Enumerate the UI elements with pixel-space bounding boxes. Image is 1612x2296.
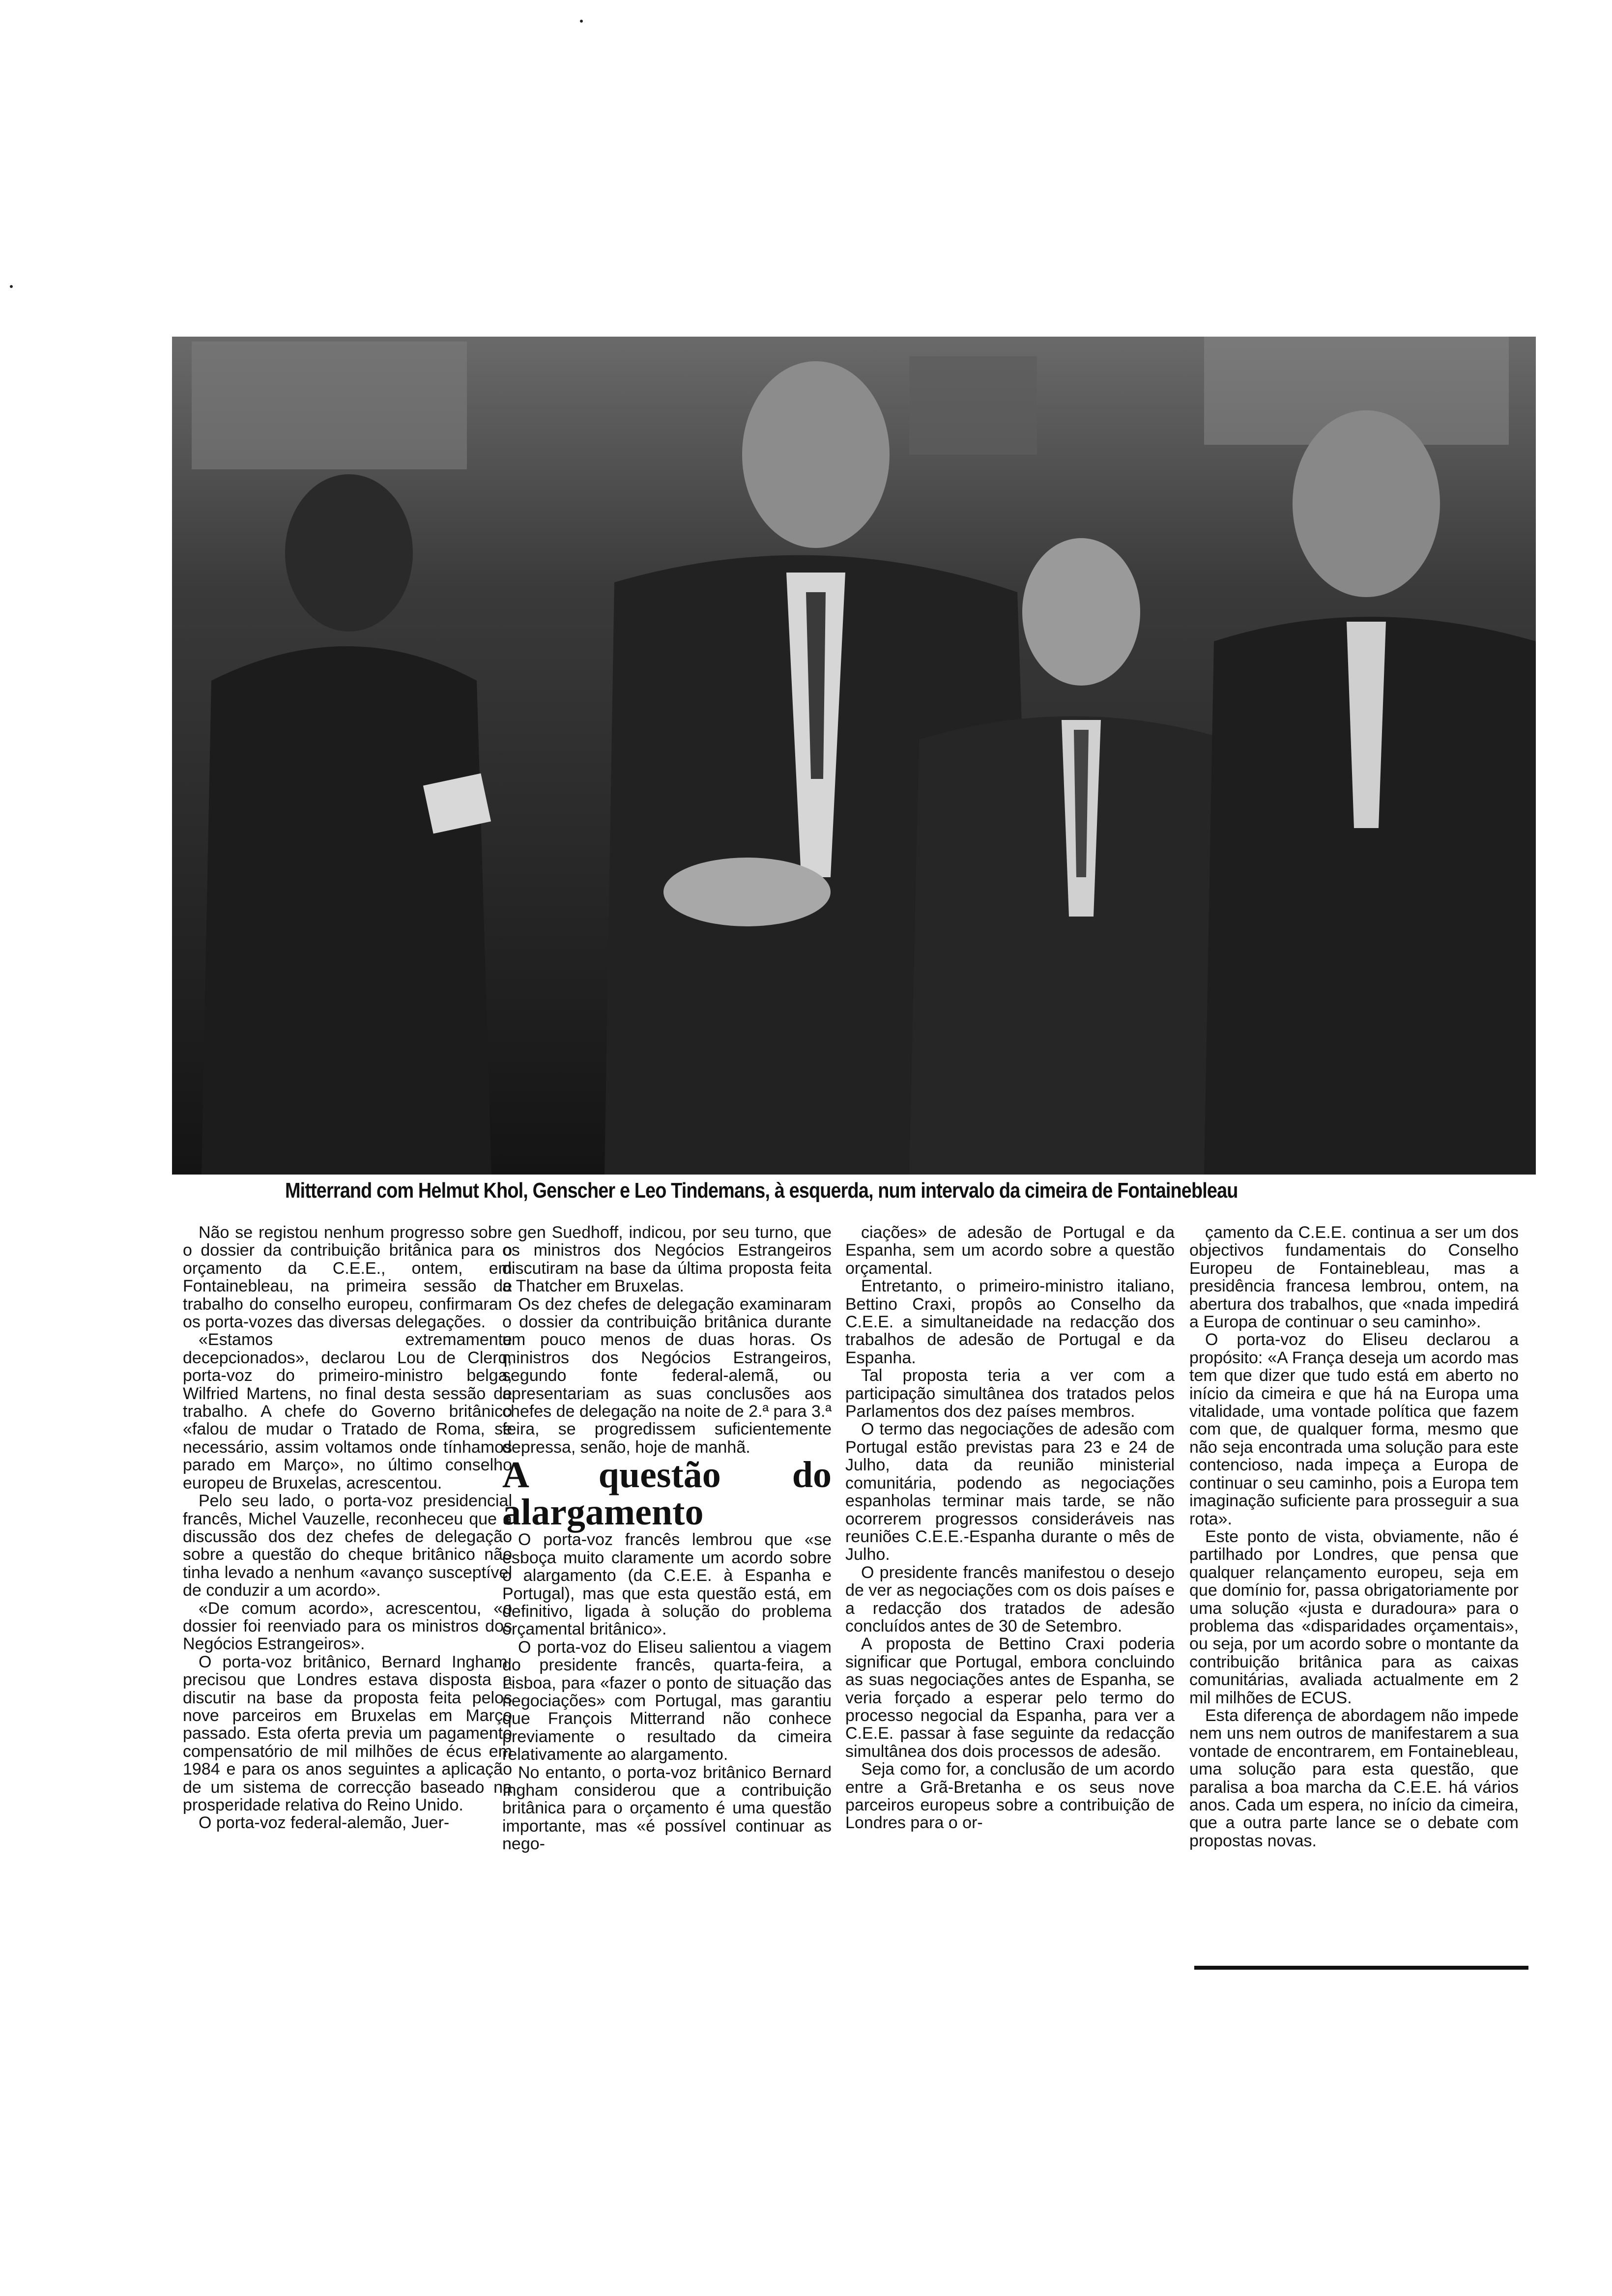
- paragraph: O presidente francês manifestou o desejo de ver as negociações com os dois países e a redacção dos tratados de adesão concluídos antes de 30 de Setembro.: [845, 1563, 1175, 1636]
- paragraph: Entretanto, o primeiro-ministro italiano, Bettino Craxi, propôs ao Conselho da C.E.E. a simultaneidade na redacção dos trabalhos de adesão de Portugal e da Espanha.: [845, 1277, 1175, 1367]
- paragraph: No entanto, o porta-voz britânico Bernard Ingham considerou que a contribuição britânica para o orçamento é uma questão importante, mas «é possível continuar as nego-: [502, 1763, 832, 1854]
- paragraph: O porta-voz federal-alemão, Juer-: [199, 1813, 450, 1833]
- paragraph: Os dez chefes de delegação examinaram o dossier da contribuição britânica durante um pouco menos de duas horas. Os ministros dos Negócios Estrangeiros, segundo fonte federal-alemã, ou apresentariam as suas conclusões aos chefes de delegação na noite de 2.ª para 3.ª feira, se progredissem suficientemente depressa, senão, hoje de manhã.: [502, 1294, 832, 1457]
- paragraph: Não se registou nenhum progresso sobre o dossier da contribuição britânica para o orçamento da C.E.E., ontem, em Fontainebleau, na primeira sessão de trabalho do conselho europeu, confirmaram os porta-vozes das diversas delegações.: [183, 1223, 512, 1332]
- paragraph: Este ponto de vista, obviamente, não é partilhado por Londres, que pensa que qualquer relançamento europeu, seja em que domínio for, passa obrigatoriamente por uma solução «justa e duradoura» para o problema das «disparidades orçamentais», ou seja, por um acordo sobre o montante da contribuição britânica para as caixas comunitárias, avaliada actualmente em 2 mil milhões de ECUS.: [1189, 1527, 1519, 1707]
- paragraph: ciações» de adesão de Portugal e da Espanha, sem um acordo sobre a questão orçamental.: [845, 1223, 1175, 1278]
- scan-speck: [580, 20, 583, 23]
- paragraph: O termo das negociações de adesão com Portugal estão previstas para 23 e 24 de Julho, data da reunião ministerial comunitária, podendo as negociações espanholas terminar mais tarde, se não ocorrerem progressos consideráveis nas reuniões C.E.E.-Espanha durante o mês de Julho.: [845, 1420, 1175, 1564]
- section-subheading: A questão do alargamento: [502, 1454, 832, 1533]
- paragraph: Seja como for, a conclusão de um acordo entre a Grã-Bretanha e os seus nove parceiros europeus sobre a contribuição de Londres para o or-: [845, 1760, 1175, 1833]
- photo-scene: [172, 337, 1536, 1175]
- paragraph: Pelo seu lado, o porta-voz presidencial francês, Michel Vauzelle, reconheceu que a discussão dos dez chefes de delegação sobre a questão do cheque britânico não tinha levado a nenhum «avanço susceptível de conduzir a um acordo».: [183, 1492, 512, 1600]
- paragraph: «Estamos extremamente decepcionados», declarou Lou de Clerq, porta-voz do primeiro-ministro belga, Wilfried Martens, no final desta sessão de trabalho. A chefe do Governo britânico «falou de mudar o Tratado de Roma, se necessário, assim voltamos onde tínhamos parado em Março», no último conselho europeu de Bruxelas, acrescentou.: [183, 1330, 512, 1492]
- scan-speck: [10, 285, 13, 288]
- paragraph: A proposta de Bettino Craxi poderia significar que Portugal, embora concluindo as suas negociações antes de Espanha, se veria forçado a esperar pelo termo do processo negocial da Espanha, para ver a C.E.E. passar à fase seguinte da redacção simultânea dos dois processos de adesão.: [845, 1635, 1175, 1761]
- paragraph: «De comum acordo», acrescentou, «o dossier foi reenviado para os ministros dos Negócios Estrangeiros».: [183, 1599, 512, 1654]
- paragraph: O porta-voz do Eliseu salientou a viagem do presidente francês, quarta-feira, a Lisboa, para «fazer o ponto de situação das negociações» com Portugal, mas garantiu que François Mitterrand não conhece previamente o resultado da cimeira relativamente ao alargamento.: [502, 1637, 832, 1764]
- article-column-2: [502, 1224, 832, 1853]
- article-column-4: [1189, 1224, 1519, 1850]
- end-rule: [1194, 1966, 1528, 1970]
- paragraph: O porta-voz britânico, Bernard Ingham, precisou que Londres estava disposta a discutir na base da proposta feita pelos nove parceiros em Bruxelas em Março passado. Esta oferta previa um pagamento compensatório de mil milhões de écus em 1984 e para os anos seguintes a aplicação de um sistema de correcção baseado na prosperidade relativa do Reino Unido.: [183, 1652, 512, 1814]
- paragraph: Esta diferença de abordagem não impede nem uns nem outros de manifestarem a sua vontade de encontrarem, em Fontainebleau, uma solução para esta questão, que paralisa a boa marcha da C.E.E. há vários anos. Cada um espera, no início da cimeira, que a outra parte lance se o debate com propostas novas.: [1189, 1706, 1519, 1850]
- paragraph: Tal proposta teria a ver com a participação simultânea dos tratados pelos Parlamentos dos dez países membros.: [845, 1366, 1175, 1421]
- paragraph: çamento da C.E.E. continua a ser um dos objectivos fundamentais do Conselho Europeu de Fontainebleau, mas a presidência francesa lembrou, ontem, na abertura dos trabalhos, que «nada impedirá a Europa de continuar o seu caminho».: [1189, 1223, 1519, 1332]
- paragraph: O porta-voz do Eliseu declarou a propósito: «A França deseja um acordo mas tem que dizer que tudo está em aberto no início da cimeira e que há na Europa uma vitalidade, uma vontade política que fazem com que, de qualquer forma, mesmo que não seja encontrada uma solução para este contencioso, nada impeça a Europa de continuar o seu caminho, pois a Europa tem imaginação suficiente para prosseguir a sua rota».: [1189, 1330, 1519, 1528]
- article-column-1: [183, 1224, 512, 1832]
- article-column-3: [845, 1224, 1175, 1832]
- paragraph: gen Suedhoff, indicou, por seu turno, que os ministros dos Negócios Estrangeiros discutiram na base da última proposta feita a Thatcher em Bruxelas.: [502, 1223, 832, 1296]
- paragraph: O porta-voz francês lembrou que «se esboça muito claramente um acordo sobre o alargamento (da C.E.E. à Espanha e Portugal), mas que esta questão está, em definitivo, ligada à solução do problema orçamental britânico».: [502, 1530, 832, 1639]
- photo-caption: Mitterrand com Helmut Khol, Genscher e Leo Tindemans, à esquerda, num intervalo da cimeira de Fontainebleau: [285, 1178, 1238, 1203]
- news-photo: [172, 337, 1536, 1175]
